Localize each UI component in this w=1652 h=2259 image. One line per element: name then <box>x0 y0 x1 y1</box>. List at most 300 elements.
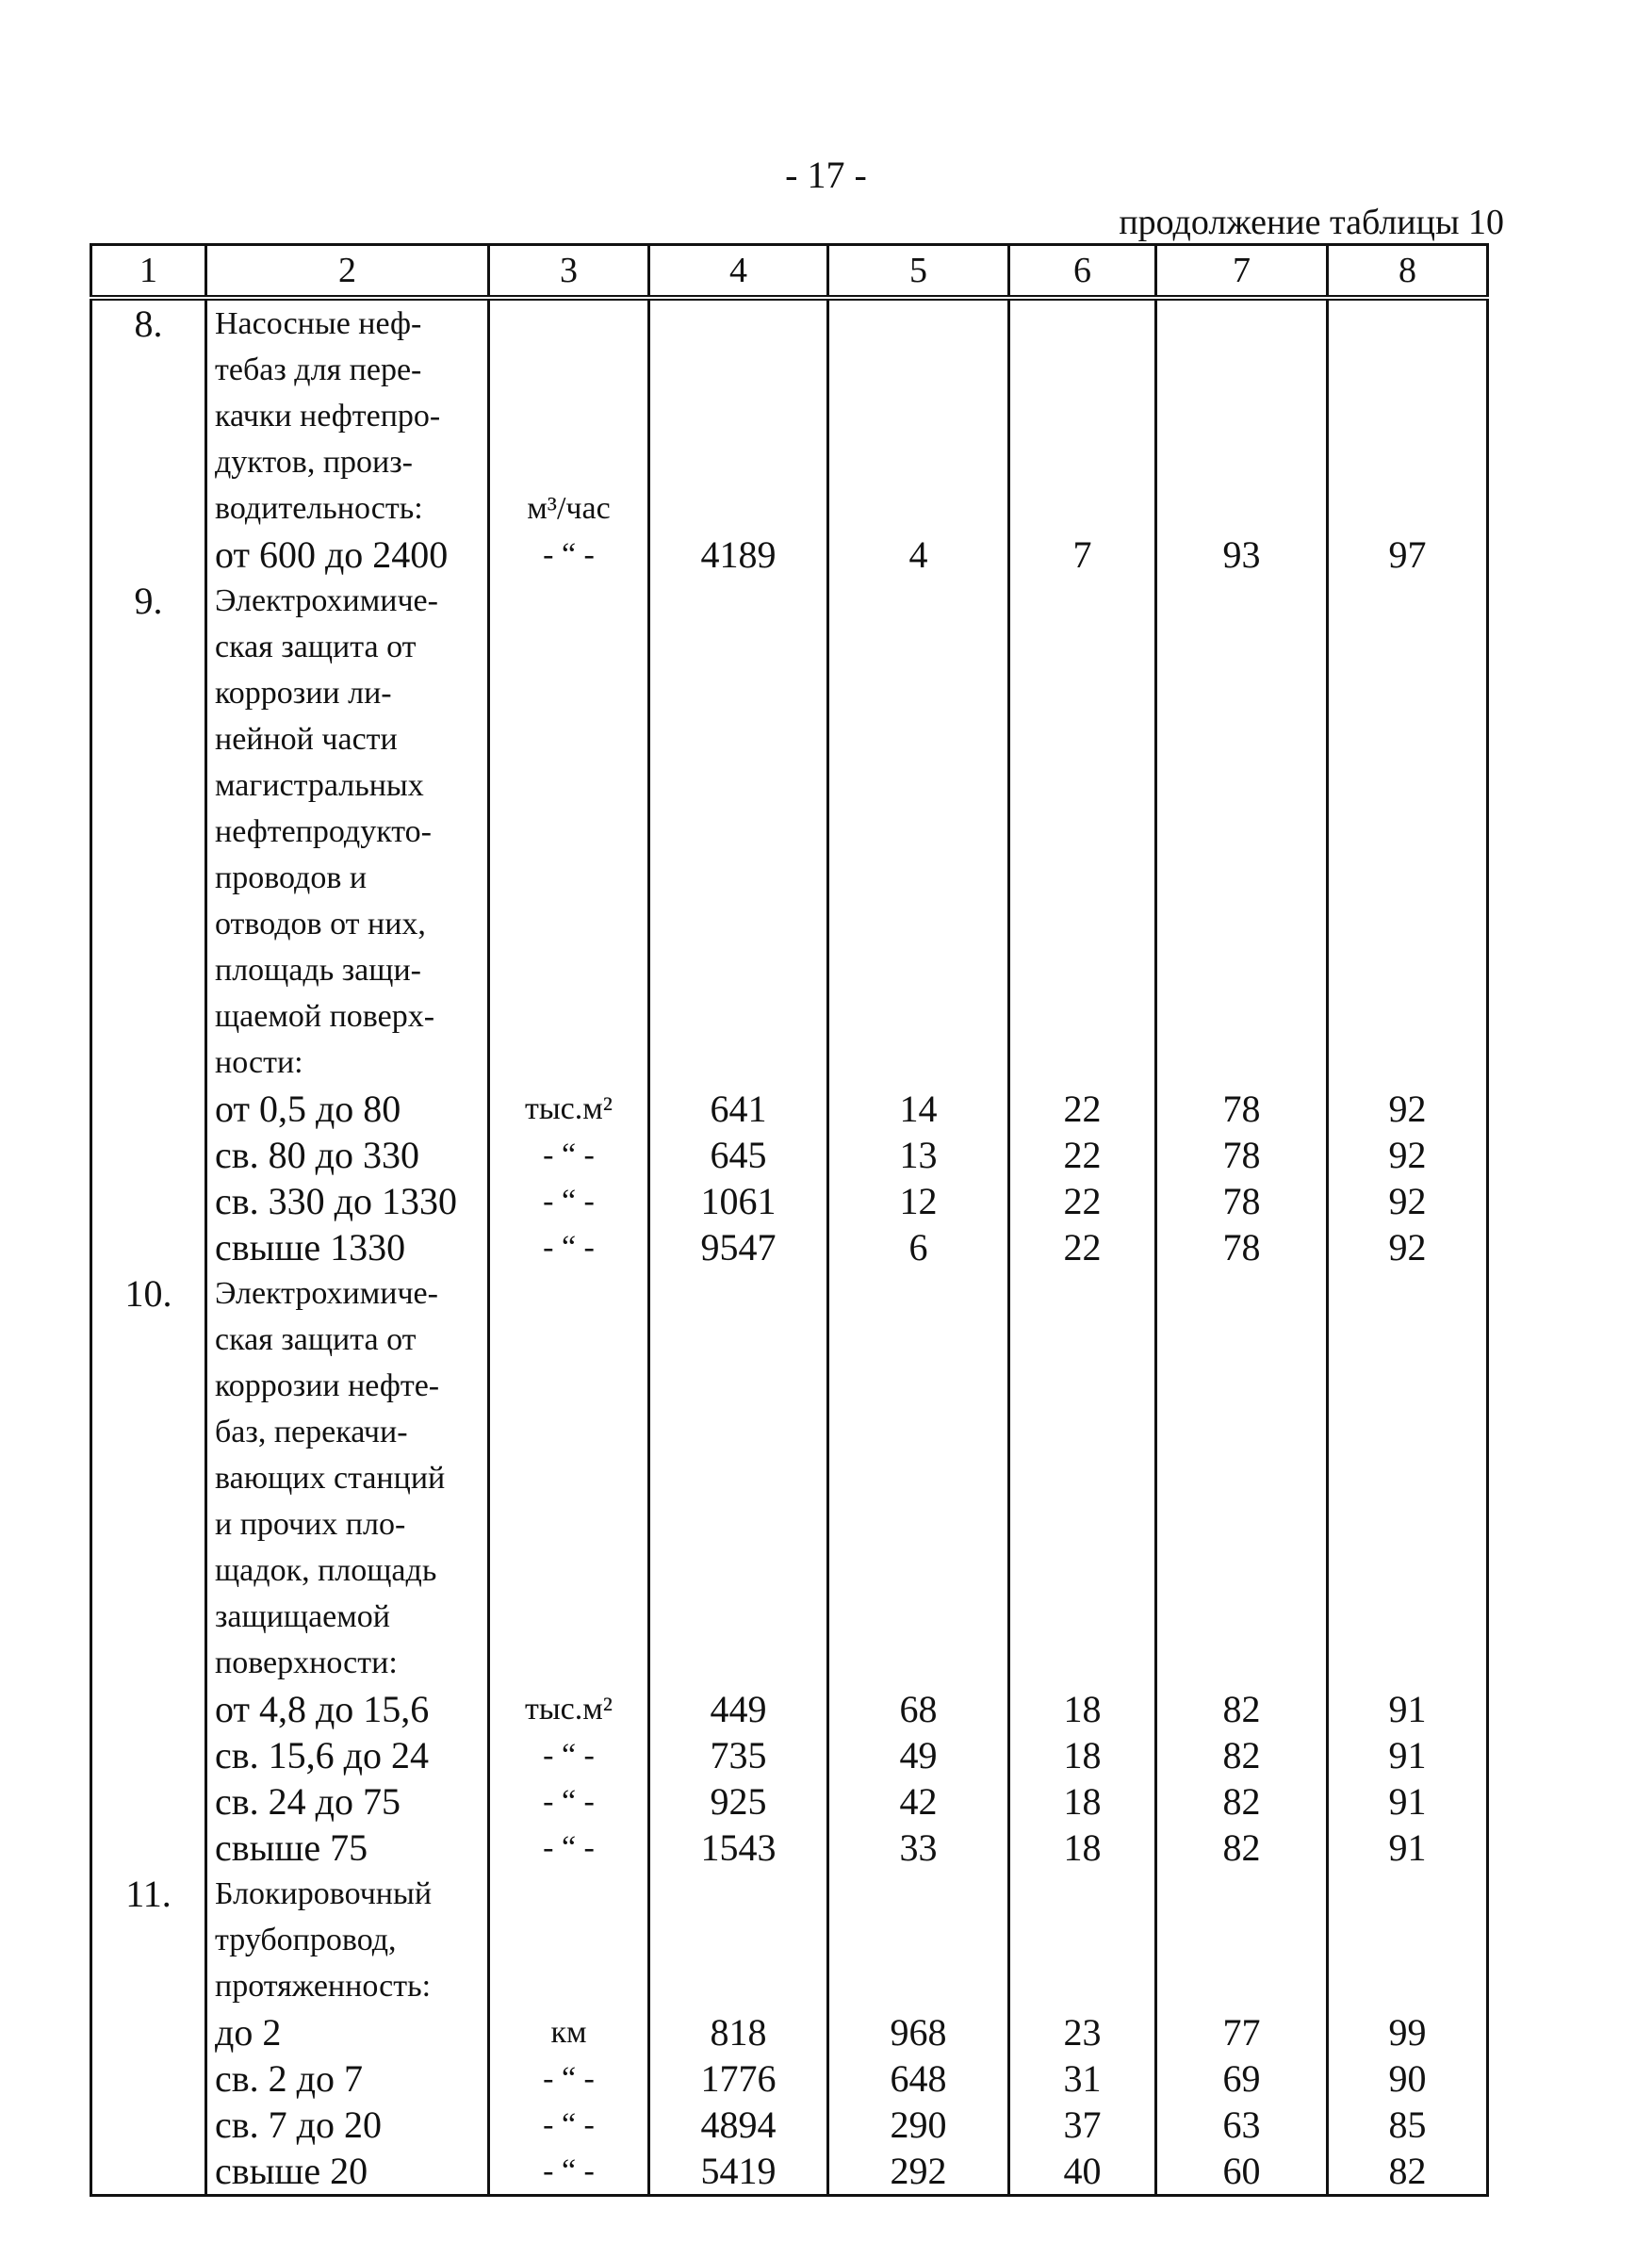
col8-cell: 90 <box>1328 2055 1488 2102</box>
row-number-cell <box>91 947 206 993</box>
description-cell: св. 2 до 7 <box>206 2055 489 2102</box>
col6-cell <box>1009 901 1156 947</box>
col6-cell <box>1009 1317 1156 1363</box>
col4-cell <box>649 624 828 670</box>
unit-cell <box>489 855 649 901</box>
table-row <box>91 1501 1488 1547</box>
col5-cell: 12 <box>828 1178 1009 1224</box>
table-row <box>91 1363 1488 1409</box>
unit-cell <box>489 393 649 439</box>
unit-cell: км <box>489 2009 649 2055</box>
row-number-cell <box>91 716 206 762</box>
col6-cell: 22 <box>1009 1178 1156 1224</box>
table-body <box>91 298 1488 2196</box>
col8-cell <box>1328 298 1488 347</box>
col6-cell <box>1009 1917 1156 1963</box>
description-cell: проводов и <box>206 855 489 901</box>
col4-cell <box>649 1363 828 1409</box>
col8-cell <box>1328 1594 1488 1640</box>
row-number-cell: 8. <box>91 298 206 347</box>
col5-cell <box>828 624 1009 670</box>
col5-cell <box>828 1363 1009 1409</box>
row-number-cell <box>91 1686 206 1732</box>
col5-cell: 14 <box>828 1086 1009 1132</box>
table-row <box>91 485 1488 532</box>
col7-cell <box>1156 901 1328 947</box>
col7-cell <box>1156 1501 1328 1547</box>
col5-cell <box>828 1871 1009 1917</box>
col5-cell <box>828 347 1009 393</box>
col6-cell <box>1009 1455 1156 1501</box>
col4-cell <box>649 578 828 624</box>
row-number-cell <box>91 393 206 439</box>
col4-cell: 4894 <box>649 2102 828 2148</box>
col8-cell: 82 <box>1328 2148 1488 2196</box>
unit-cell <box>489 670 649 716</box>
col8-cell <box>1328 1409 1488 1455</box>
unit-cell <box>489 1963 649 2009</box>
col4-cell: 4189 <box>649 532 828 578</box>
col4-cell: 818 <box>649 2009 828 2055</box>
col6-cell <box>1009 1594 1156 1640</box>
col4-cell: 735 <box>649 1732 828 1778</box>
col8-cell <box>1328 1270 1488 1317</box>
col6-cell: 40 <box>1009 2148 1156 2196</box>
page-number: - 17 - <box>785 154 867 196</box>
row-number-cell <box>91 1086 206 1132</box>
col8-cell <box>1328 670 1488 716</box>
col4-cell: 925 <box>649 1778 828 1825</box>
col7-cell <box>1156 578 1328 624</box>
col7-cell: 78 <box>1156 1132 1328 1178</box>
header-cell: 5 <box>828 245 1009 299</box>
col8-cell: 91 <box>1328 1686 1488 1732</box>
col6-cell <box>1009 1640 1156 1686</box>
col8-cell <box>1328 624 1488 670</box>
col7-cell <box>1156 439 1328 485</box>
col5-cell <box>828 1917 1009 1963</box>
table-row <box>91 1686 1488 1732</box>
row-number-cell <box>91 1825 206 1871</box>
description-cell: Электрохимиче- <box>206 1270 489 1317</box>
table-row <box>91 993 1488 1039</box>
row-number-cell <box>91 1455 206 1501</box>
table-row <box>91 1455 1488 1501</box>
col7-cell <box>1156 347 1328 393</box>
col8-cell <box>1328 578 1488 624</box>
col4-cell <box>649 1640 828 1686</box>
col8-cell <box>1328 485 1488 532</box>
col4-cell <box>649 716 828 762</box>
description-cell: св. 7 до 20 <box>206 2102 489 2148</box>
col6-cell <box>1009 716 1156 762</box>
row-number-cell <box>91 1501 206 1547</box>
unit-cell <box>489 901 649 947</box>
col6-cell <box>1009 1363 1156 1409</box>
col4-cell <box>649 1871 828 1917</box>
col5-cell <box>828 1594 1009 1640</box>
col7-cell <box>1156 1871 1328 1917</box>
col5-cell: 292 <box>828 2148 1009 2196</box>
col7-cell <box>1156 1547 1328 1594</box>
col6-cell <box>1009 855 1156 901</box>
col8-cell <box>1328 1963 1488 2009</box>
col4-cell <box>649 855 828 901</box>
description-cell: ская защита от <box>206 624 489 670</box>
col5-cell: 648 <box>828 2055 1009 2102</box>
col6-cell <box>1009 578 1156 624</box>
unit-cell <box>489 809 649 855</box>
col8-cell: 97 <box>1328 532 1488 578</box>
col8-cell <box>1328 855 1488 901</box>
row-number-cell <box>91 1317 206 1363</box>
col4-cell <box>649 762 828 809</box>
row-number-cell <box>91 1224 206 1270</box>
col4-cell <box>649 1409 828 1455</box>
row-number-cell <box>91 1963 206 2009</box>
header-cell: 7 <box>1156 245 1328 299</box>
table-row <box>91 1317 1488 1363</box>
col8-cell: 91 <box>1328 1825 1488 1871</box>
table-row <box>91 1594 1488 1640</box>
row-number-cell <box>91 2102 206 2148</box>
col8-cell <box>1328 439 1488 485</box>
col5-cell <box>828 716 1009 762</box>
col6-cell <box>1009 1270 1156 1317</box>
col8-cell <box>1328 901 1488 947</box>
row-number-cell <box>91 762 206 809</box>
row-number-cell <box>91 532 206 578</box>
description-cell: вающих станций <box>206 1455 489 1501</box>
unit-cell <box>489 1871 649 1917</box>
row-number-cell <box>91 1409 206 1455</box>
col4-cell <box>649 993 828 1039</box>
col7-cell: 93 <box>1156 532 1328 578</box>
description-cell: свыше 20 <box>206 2148 489 2196</box>
unit-cell <box>489 1501 649 1547</box>
table-row <box>91 1132 1488 1178</box>
col8-cell: 92 <box>1328 1224 1488 1270</box>
row-number-cell <box>91 2148 206 2196</box>
unit-cell <box>489 439 649 485</box>
unit-cell <box>489 1917 649 1963</box>
col6-cell: 23 <box>1009 2009 1156 2055</box>
col7-cell <box>1156 670 1328 716</box>
data-table <box>90 243 1489 2197</box>
description-cell: качки нефтепро- <box>206 393 489 439</box>
col4-cell <box>649 1963 828 2009</box>
description-cell: коррозии нефте- <box>206 1363 489 1409</box>
col7-cell: 82 <box>1156 1825 1328 1871</box>
description-cell: защищаемой <box>206 1594 489 1640</box>
col6-cell <box>1009 439 1156 485</box>
col4-cell <box>649 670 828 716</box>
description-cell: до 2 <box>206 2009 489 2055</box>
col8-cell <box>1328 347 1488 393</box>
col6-cell <box>1009 947 1156 993</box>
col8-cell: 92 <box>1328 1086 1488 1132</box>
table-row <box>91 855 1488 901</box>
col7-cell <box>1156 855 1328 901</box>
table-row <box>91 2148 1488 2196</box>
row-number-cell <box>91 2009 206 2055</box>
col4-cell <box>649 1455 828 1501</box>
unit-cell: м³/час <box>489 485 649 532</box>
row-number-cell <box>91 1363 206 1409</box>
unit-cell <box>489 624 649 670</box>
col7-cell: 77 <box>1156 2009 1328 2055</box>
header-cell: 6 <box>1009 245 1156 299</box>
table-row <box>91 1178 1488 1224</box>
col6-cell <box>1009 809 1156 855</box>
col4-cell: 641 <box>649 1086 828 1132</box>
col5-cell <box>828 1409 1009 1455</box>
row-number-cell <box>91 1039 206 1086</box>
col5-cell <box>828 1455 1009 1501</box>
col8-cell <box>1328 1917 1488 1963</box>
table-row <box>91 901 1488 947</box>
table-row <box>91 298 1488 347</box>
col7-cell: 63 <box>1156 2102 1328 2148</box>
col5-cell <box>828 1270 1009 1317</box>
col6-cell: 18 <box>1009 1778 1156 1825</box>
col8-cell <box>1328 1039 1488 1086</box>
description-cell: нефтепродукто- <box>206 809 489 855</box>
col5-cell: 6 <box>828 1224 1009 1270</box>
table-row <box>91 1224 1488 1270</box>
unit-cell: - “ - <box>489 1224 649 1270</box>
unit-cell: тыс.м² <box>489 1086 649 1132</box>
col7-cell <box>1156 809 1328 855</box>
row-number-cell: 11. <box>91 1871 206 1917</box>
unit-cell: - “ - <box>489 1778 649 1825</box>
unit-cell <box>489 298 649 347</box>
col5-cell <box>828 1547 1009 1594</box>
col6-cell <box>1009 1963 1156 2009</box>
unit-cell: - “ - <box>489 1825 649 1871</box>
col6-cell <box>1009 393 1156 439</box>
col5-cell <box>828 670 1009 716</box>
description-cell: нейной части <box>206 716 489 762</box>
col7-cell <box>1156 947 1328 993</box>
description-cell: св. 330 до 1330 <box>206 1178 489 1224</box>
header-cell: 3 <box>489 245 649 299</box>
col7-cell <box>1156 1409 1328 1455</box>
table-row <box>91 762 1488 809</box>
unit-cell: - “ - <box>489 1732 649 1778</box>
description-cell: тебаз для пере- <box>206 347 489 393</box>
col5-cell <box>828 578 1009 624</box>
description-cell: баз, перекачи- <box>206 1409 489 1455</box>
table-row <box>91 439 1488 485</box>
col5-cell: 290 <box>828 2102 1009 2148</box>
table-row <box>91 716 1488 762</box>
col7-cell <box>1156 1917 1328 1963</box>
col5-cell <box>828 855 1009 901</box>
col8-cell <box>1328 1547 1488 1594</box>
unit-cell: - “ - <box>489 532 649 578</box>
col4-cell: 5419 <box>649 2148 828 2196</box>
unit-cell <box>489 1317 649 1363</box>
col8-cell <box>1328 1640 1488 1686</box>
table-row <box>91 2055 1488 2102</box>
col5-cell: 13 <box>828 1132 1009 1178</box>
table-row <box>91 1409 1488 1455</box>
row-number-cell <box>91 439 206 485</box>
col4-cell <box>649 1270 828 1317</box>
col4-cell <box>649 298 828 347</box>
table-row <box>91 1871 1488 1917</box>
col8-cell <box>1328 1455 1488 1501</box>
col6-cell <box>1009 762 1156 809</box>
col7-cell <box>1156 762 1328 809</box>
description-cell: от 0,5 до 80 <box>206 1086 489 1132</box>
row-number-cell <box>91 347 206 393</box>
col5-cell <box>828 993 1009 1039</box>
table-row <box>91 1547 1488 1594</box>
row-number-cell <box>91 1917 206 1963</box>
description-cell: магистральных <box>206 762 489 809</box>
header-cell: 2 <box>206 245 489 299</box>
description-cell: от 600 до 2400 <box>206 532 489 578</box>
description-cell: и прочих пло- <box>206 1501 489 1547</box>
col4-cell <box>649 439 828 485</box>
col7-cell <box>1156 1594 1328 1640</box>
unit-cell: - “ - <box>489 2102 649 2148</box>
col7-cell <box>1156 1963 1328 2009</box>
table-row <box>91 1270 1488 1317</box>
col6-cell <box>1009 347 1156 393</box>
row-number-cell <box>91 1640 206 1686</box>
unit-cell <box>489 1455 649 1501</box>
col7-cell <box>1156 1317 1328 1363</box>
description-cell: Электрохимиче- <box>206 578 489 624</box>
col6-cell: 22 <box>1009 1224 1156 1270</box>
col7-cell <box>1156 1039 1328 1086</box>
col8-cell <box>1328 947 1488 993</box>
col4-cell <box>649 393 828 439</box>
unit-cell: тыс.м² <box>489 1686 649 1732</box>
unit-cell: - “ - <box>489 2055 649 2102</box>
row-number-cell <box>91 1732 206 1778</box>
row-number-cell: 10. <box>91 1270 206 1317</box>
col6-cell: 7 <box>1009 532 1156 578</box>
row-number-cell <box>91 670 206 716</box>
col4-cell <box>649 1594 828 1640</box>
col6-cell: 22 <box>1009 1132 1156 1178</box>
col5-cell <box>828 1039 1009 1086</box>
col7-cell <box>1156 716 1328 762</box>
col5-cell <box>828 1640 1009 1686</box>
col7-cell <box>1156 485 1328 532</box>
col5-cell <box>828 1317 1009 1363</box>
col7-cell: 78 <box>1156 1178 1328 1224</box>
col4-cell: 449 <box>649 1686 828 1732</box>
description-cell: св. 24 до 75 <box>206 1778 489 1825</box>
col5-cell: 968 <box>828 2009 1009 2055</box>
col5-cell <box>828 393 1009 439</box>
col7-cell <box>1156 393 1328 439</box>
col8-cell: 99 <box>1328 2009 1488 2055</box>
table-row <box>91 670 1488 716</box>
table-row <box>91 1640 1488 1686</box>
row-number-cell <box>91 2055 206 2102</box>
description-cell: свыше 1330 <box>206 1224 489 1270</box>
row-number-cell <box>91 809 206 855</box>
col4-cell: 1776 <box>649 2055 828 2102</box>
col7-cell: 78 <box>1156 1086 1328 1132</box>
col5-cell <box>828 947 1009 993</box>
col8-cell <box>1328 1871 1488 1917</box>
col7-cell <box>1156 298 1328 347</box>
table-container <box>90 243 1486 2197</box>
col8-cell <box>1328 1501 1488 1547</box>
unit-cell <box>489 947 649 993</box>
description-cell: коррозии ли- <box>206 670 489 716</box>
col7-cell <box>1156 993 1328 1039</box>
description-cell: ности: <box>206 1039 489 1086</box>
table-caption: продолжение таблицы 10 <box>1119 203 1504 242</box>
header-cell: 8 <box>1328 245 1488 299</box>
row-number-cell <box>91 1547 206 1594</box>
col6-cell <box>1009 624 1156 670</box>
col6-cell <box>1009 298 1156 347</box>
col7-cell: 82 <box>1156 1686 1328 1732</box>
description-cell: щадок, площадь <box>206 1547 489 1594</box>
unit-cell <box>489 1547 649 1594</box>
col6-cell: 18 <box>1009 1825 1156 1871</box>
unit-cell <box>489 1594 649 1640</box>
unit-cell: - “ - <box>489 1132 649 1178</box>
header-row <box>91 245 1488 299</box>
table-row <box>91 1778 1488 1825</box>
col5-cell <box>828 1963 1009 2009</box>
table-row <box>91 1825 1488 1871</box>
col7-cell: 69 <box>1156 2055 1328 2102</box>
description-cell: свыше 75 <box>206 1825 489 1871</box>
description-cell: Блокировочный <box>206 1871 489 1917</box>
col8-cell <box>1328 1317 1488 1363</box>
description-cell: отводов от них, <box>206 901 489 947</box>
col5-cell: 33 <box>828 1825 1009 1871</box>
col4-cell <box>649 485 828 532</box>
col4-cell <box>649 947 828 993</box>
unit-cell <box>489 1270 649 1317</box>
col7-cell <box>1156 1640 1328 1686</box>
table-row <box>91 347 1488 393</box>
unit-cell <box>489 993 649 1039</box>
description-cell: площадь защи- <box>206 947 489 993</box>
unit-cell <box>489 1640 649 1686</box>
row-number-cell <box>91 901 206 947</box>
table-row <box>91 578 1488 624</box>
unit-cell <box>489 1409 649 1455</box>
col8-cell: 92 <box>1328 1178 1488 1224</box>
col5-cell <box>828 439 1009 485</box>
row-number-cell <box>91 1594 206 1640</box>
col7-cell <box>1156 1270 1328 1317</box>
row-number-cell: 9. <box>91 578 206 624</box>
table-row <box>91 809 1488 855</box>
col4-cell <box>649 1039 828 1086</box>
col6-cell <box>1009 670 1156 716</box>
row-number-cell <box>91 1778 206 1825</box>
table-row <box>91 1917 1488 1963</box>
unit-cell: - “ - <box>489 2148 649 2196</box>
col8-cell <box>1328 993 1488 1039</box>
col6-cell: 31 <box>1009 2055 1156 2102</box>
row-number-cell <box>91 485 206 532</box>
